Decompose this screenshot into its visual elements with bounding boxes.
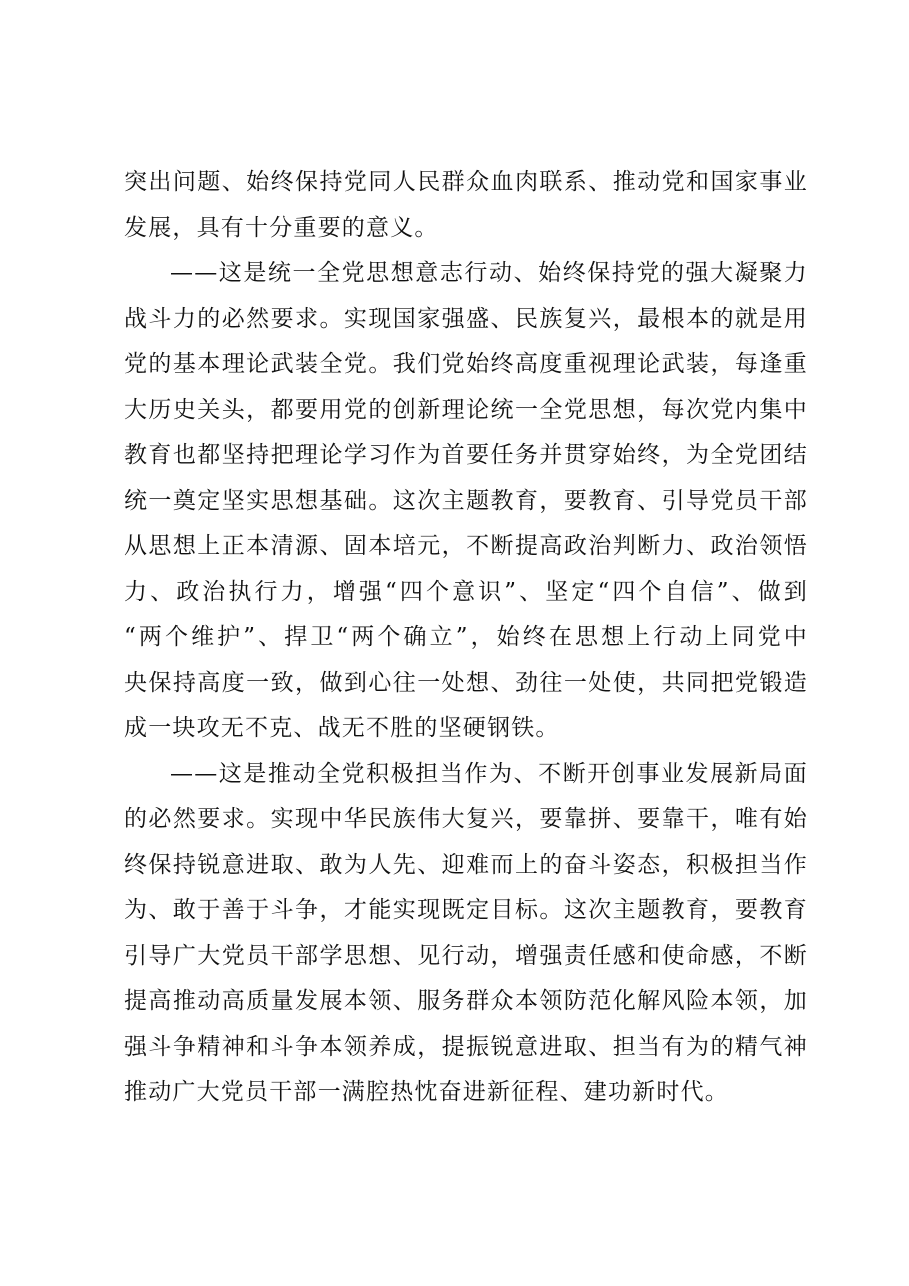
text-line: 发展，具有十分重要的意义。 bbox=[124, 214, 439, 241]
text-line: ——这是推动全党积极担当作为、不断开创事业发展新局面 bbox=[170, 760, 808, 787]
text-line: 提高推动高质量发展本领、服务群众本领防范化解风险本领，加 bbox=[124, 988, 808, 1014]
text-line: 为、敢于善于斗争，才能实现既定目标。这次主题教育，要教育 bbox=[124, 897, 808, 923]
document-body bbox=[124, 160, 808, 1116]
text-line: “两个维护”、捍卫“两个确立”，始终在思想上行动上同党中 bbox=[124, 624, 808, 650]
text-line: 统一奠定坚实思想基础。这次主题教育，要教育、引导党员干部 bbox=[124, 487, 808, 514]
text-line: 力、政治执行力，增强“四个意识”、坚定“四个自信”、做到 bbox=[124, 578, 808, 605]
text-line: 推动广大党员干部一满腔热忱奋进新征程、建功新时代。 bbox=[124, 1079, 729, 1105]
paragraph-2 bbox=[124, 251, 808, 752]
text-line: 党的基本理论武装全党。我们党始终高度重视理论武装，每逢重 bbox=[124, 351, 808, 377]
text-line: 终保持锐意进取、敢为人先、迎难而上的奋斗姿态，积极担当作 bbox=[124, 851, 808, 878]
text-line: 从思想上正本清源、固本培元，不断提高政治判断力、政治领悟 bbox=[124, 533, 808, 559]
text-line: 央保持高度一致，做到心往一处想、劲往一处使，共同把党锻造 bbox=[124, 669, 808, 696]
text-line: 大历史关头，都要用党的创新理论统一全党思想，每次党内集中 bbox=[124, 396, 808, 423]
paragraph-3 bbox=[124, 752, 808, 1116]
text-line: 战斗力的必然要求。实现国家强盛、民族复兴，最根本的就是用 bbox=[124, 305, 808, 332]
text-line: 的必然要求。实现中华民族伟大复兴，要靠拼、要靠干，唯有始 bbox=[124, 806, 808, 832]
text-line: 突出问题、始终保持党同人民群众血肉联系、推动党和国家事业 bbox=[124, 169, 808, 195]
paragraph-1 bbox=[124, 160, 808, 251]
text-line: 成一块攻无不克、战无不胜的坚硬钢铁。 bbox=[124, 715, 560, 741]
text-line: 强斗争精神和斗争本领养成，提振锐意进取、担当有为的精气神 bbox=[124, 1033, 808, 1060]
text-line: ——这是统一全党思想意志行动、始终保持党的强大凝聚力 bbox=[170, 260, 808, 286]
text-line: 教育也都坚持把理论学习作为首要任务并贯穿始终，为全党团结 bbox=[124, 442, 808, 468]
text-line: 引导广大党员干部学思想、见行动，增强责任感和使命感，不断 bbox=[124, 942, 808, 969]
